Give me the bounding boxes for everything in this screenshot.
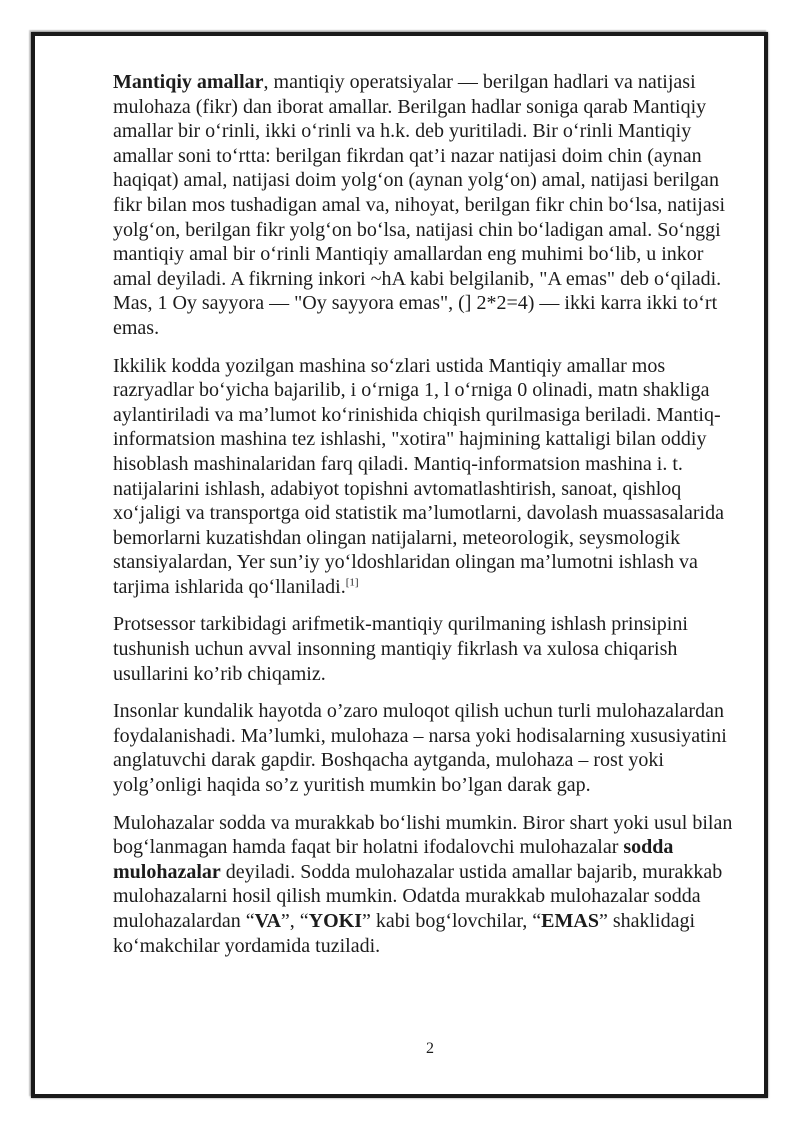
footnote-reference: [1] (345, 576, 359, 589)
text-run: EMAS (541, 910, 599, 932)
text-run: YOKI (308, 910, 363, 932)
text-run: Ikkilik kodda yozilgan mashina soʻzlari ustida Mantiqiy amallar mos razryadlar boʻyicha bajarilib, i oʻrniga 1, l oʻrniga 0 olinadi, matn shakliga aylantiriladi va ma’lumot koʻrinishida chiqish qurilmasiga beriladi. Mantiq-informatsion mashina tez ishlashi, "xotira" hajmining kattaligi bilan oddiy hisoblash mashinalaridan farq qiladi. Mantiq-informatsion mashina i. t. natijalarini ishlash, adabiyot topishni avtomatlashtirish, sanoat, qishloq xoʻjaligi va transportga oid statistik ma’lumotlarni, davolash muassasalarida bemorlarni kuzatishdan olingan natijalarni, meteorologik, seysmologik stansiyalardan, Yer sun’iy yoʻldoshlaridan olingan ma’lumotni ishlash va tarjima ishlarida qoʻllaniladi. (113, 354, 724, 598)
page-number: 2 (426, 1040, 434, 1057)
text-run: sodda mulohazalar (113, 836, 674, 883)
text-run: VA (254, 910, 281, 932)
text-run: Mulohazalar sodda va murakkab boʻlishi mumkin. Biror shart yoki usul bilan bogʻlanmagan hamda faqat bir holatni ifodalovchi mulohazalar (113, 811, 733, 859)
text-run: ” shaklidagi koʻmakchilar yordamida tuziladi. (113, 910, 696, 957)
text-run: ” kabi bogʻlovchilar, “ (362, 910, 542, 932)
paragraph (113, 70, 747, 341)
text-run: Mantiqiy amallar (113, 71, 264, 93)
text-run: , mantiqiy operatsiyalar — berilgan hadlari va natijasi mulohaza (fikr) dan iborat amallar. Berilgan hadlar soniga qarab Mantiqiy amallar bir oʻrinli, ikki oʻrinli va h.k. deb yuritiladi. Bir oʻrinli Mantiqiy amallar soni toʻrtta: berilgan fikrdan qat’i nazar natijasi doim chin (aynan haqiqat) amal, natijasi doim yolgʻon (aynan yolgʻon) amal, natijasi berilgan fikr bilan mos tushadigan amal va, nihoyat, berilgan fikr chin boʻlsa, natijasi yolgʻon, berilgan fikr yolgʻon boʻlsa, natijasi chin boʻladigan amal. Soʻnggi mantiqiy amal bir oʻrinli Mantiqiy amallardan eng muhimi boʻlib, u inkor amal deyiladi. A fikrning inkori ~hA kabi belgilanib, "A emas" deb oʻqiladi. Mas, 1 Oy sayyora — "Oy sayyora emas", (] 2*2=4) — ikki karra ikki toʻrt emas. (113, 71, 726, 339)
text-run: ”, “ (280, 910, 309, 932)
text-run: deyiladi. Sodda mulohazalar ustida amallar bajarib, murakkab mulohazalarni hosil qilish mumkin. Odatda murakkab mulohazalar sodda mulohazalardan “ (113, 860, 723, 932)
text-run: Protsessor tarkibidagi arifmetik-mantiqiy qurilmaning ishlash prinsipini tushunish uchun avval insonning mantiqiy fikrlash va xulosa chiqarish usullarini ko’rib chiqamiz. (113, 613, 688, 685)
paragraph (113, 354, 747, 600)
document-body (113, 70, 747, 971)
paragraph (113, 699, 747, 797)
text-run: Insonlar kundalik hayotda o’zaro muloqot qilish uchun turli mulohazalardan foydalanishadi. Ma’lumki, mulohaza – narsa yoki hodisalarning xususiyatini anglatuvchi darak gapdir. Boshqacha aytganda, mulohaza – rost yoki yolg’onligi haqida so’z yuritish mumkin bo’lgan darak gap. (113, 700, 727, 797)
paragraph (113, 811, 747, 959)
paragraph (113, 612, 747, 686)
